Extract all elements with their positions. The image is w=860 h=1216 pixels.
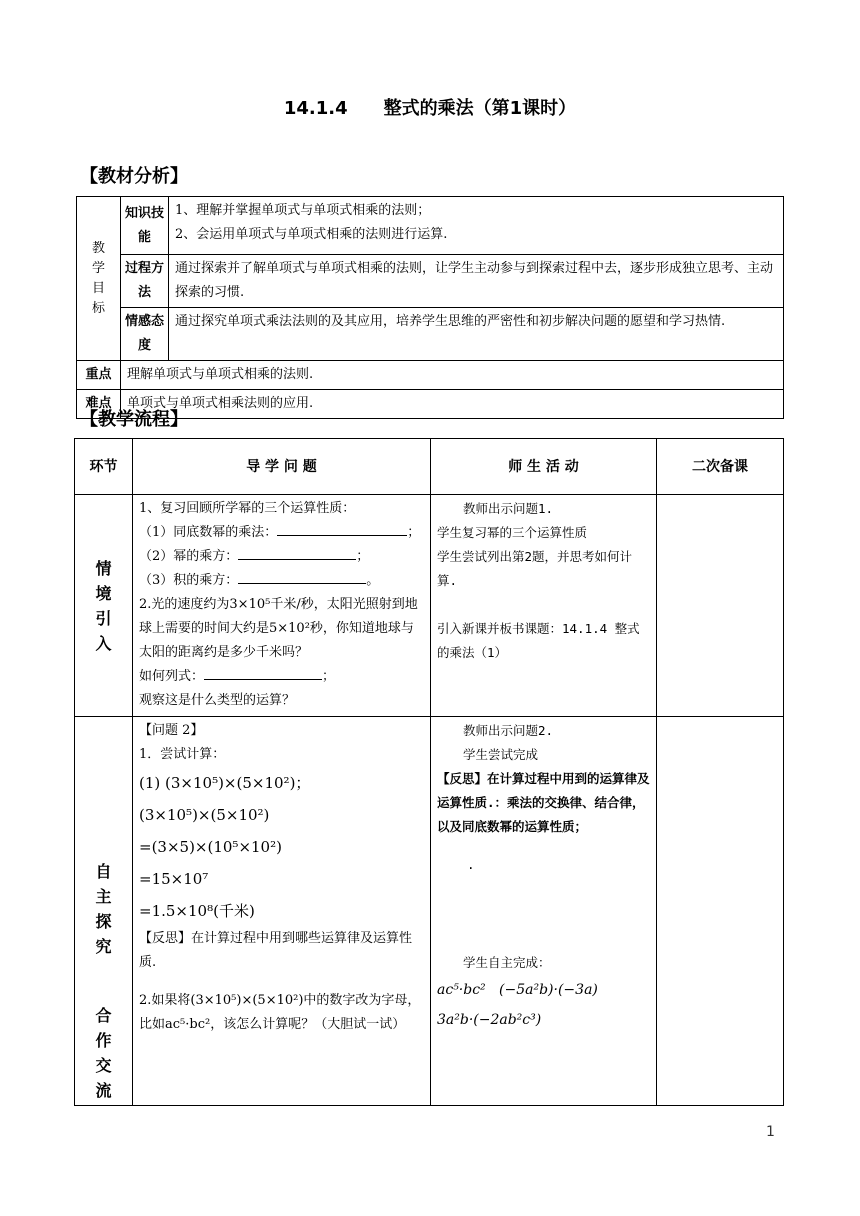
page-title: 14.1.4 整式的乘法（第1课时）: [283, 98, 577, 119]
page-number: 1: [766, 1124, 775, 1140]
analysis-table: [76, 196, 784, 419]
header-activity: 师 生 活 动: [431, 439, 657, 495]
key-label: 重点: [77, 361, 121, 390]
process-label: 过程方法: [121, 255, 169, 308]
stage-intro: 情 境 引 入: [75, 495, 133, 717]
flow-table: [74, 438, 784, 1106]
intro-notes: [657, 495, 784, 717]
section-flow-heading: 【教学流程】: [80, 409, 188, 430]
expr-3a2b-2ab2c3: 3a²b·(−2ab²c³): [437, 1012, 542, 1028]
explore-activity: 教师出示问题2. 学生尝试完成 【反思】在计算过程中用到的运算律及运算性质.：乘法的交换律、结合律，以及同底数幂的运算性质； . 学生自主完成： ac⁵·bc² (−5a²b)·(−3a) 3a²b·(−2ab²c³): [431, 717, 657, 1106]
expr-5a2b-3a: (−5a²b)·(−3a): [499, 982, 598, 998]
section-analysis-heading: 【教材分析】: [80, 166, 188, 187]
emotion-label: 情感态度: [121, 308, 169, 361]
header-notes: 二次备课: [657, 439, 784, 495]
intro-questions: 1、复习回顾所学幂的三个运算性质： （1）同底数幂的乘法： ； （2）幂的乘方： ； （3）积的乘方： 。 2.光的速度约为3×10⁵千米/秒，太阳光照射到地球上需要的时间大约是5×10²秒，你知道地球与太阳的距离约是多少千米吗？ 如何列式： ； 观察这是什么类型的运算？: [133, 495, 431, 717]
expr-ac5-bc2: ac⁵·bc²: [437, 982, 486, 998]
header-stage: 环节: [75, 439, 133, 495]
header-question: 导 学 问 题: [133, 439, 431, 495]
difficulty-label: 难点: [77, 390, 121, 419]
explore-questions: 【问题 2】 1．尝试计算： (1) (3×10⁵)×(5×10²)； (3×10⁵)×(5×10²) =(3×5)×(10⁵×10²) =15×10⁷ =1.5×10⁸(千米) 【反思】在计算过程中用到哪些运算律及运算性质. 2.如果将(3×10⁵)×(5×10²)中的数字改为字母，比如ac⁵·bc²，该怎么计算呢？（大胆试一试）: [133, 717, 431, 1106]
knowledge-label: 知识技能: [121, 197, 169, 255]
goal-label: 教 学 目 标: [77, 197, 121, 361]
difficulty-content: 单项式与单项式相乘法则的应用.: [121, 390, 784, 419]
stage-explore: 自 主 探 究 合 作 交 流: [75, 717, 133, 1106]
key-content: 理解单项式与单项式相乘的法则.: [121, 361, 784, 390]
intro-activity: 教师出示问题1. 学生复习幂的三个运算性质 学生尝试列出第2题，并思考如何计算. 引入新课并板书课题：14.1.4 整式的乘法（1）: [431, 495, 657, 717]
explore-notes: [657, 717, 784, 1106]
process-content: 通过探索并了解单项式与单项式相乘的法则，让学生主动参与到探索过程中去，逐步形成独立思考、主动探索的习惯.: [169, 255, 784, 308]
emotion-content: 通过探究单项式乘法法则的及其应用，培养学生思维的严密性和初步解决问题的愿望和学习热情.: [169, 308, 784, 361]
knowledge-content: 1、理解并掌握单项式与单项式相乘的法则； 2、会运用单项式与单项式相乘的法则进行运算.: [169, 197, 784, 255]
